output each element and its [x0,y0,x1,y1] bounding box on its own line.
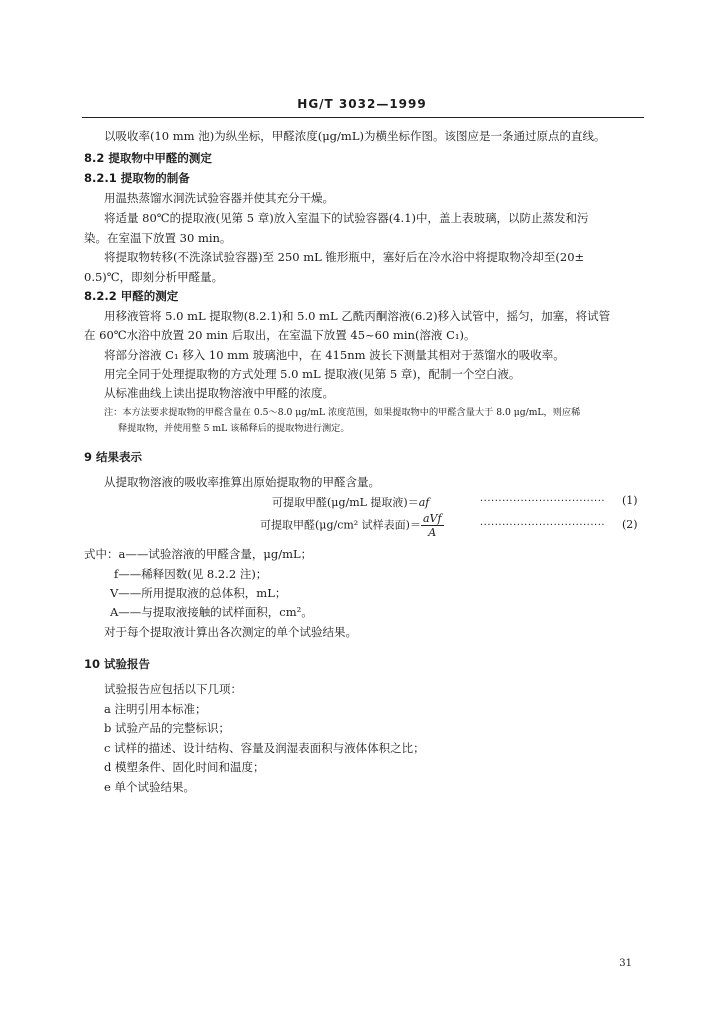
paragraph-line: 将部分溶液 C₁ 移入 10 mm 玻璃池中，在 415nm 波长下测量其相对于蒸馏水的吸收率。 [104,348,565,362]
note-line: 注：本方法要求提取物的甲醛含量在 0.5～8.0 μg/mL 浓度范围，如果提取物中的甲醛含量大于 8.0 μg/mL，则应稀 [104,407,581,418]
section-heading-8-2-2: 8.2.2 甲醛的测定 [84,289,179,303]
section-heading-10: 10 试验报告 [84,657,151,671]
equation-1-expression: af [418,496,430,509]
list-item: a 注明引用本标准； [104,702,207,716]
section-heading-8-2-1: 8.2.1 提取物的制备 [84,171,190,185]
equation-1-label: 可提取甲醛(μg/mL 提取液)＝ [272,496,419,509]
equation-2-fraction [421,512,444,539]
paragraph-line: 用温热蒸馏水洞洗试验容器并使其充分干燥。 [104,191,334,205]
paragraph-line: 染。在室温下放置 30 min。 [84,231,232,245]
paragraph-line: 以吸收率(10 mm 池)为纵坐标，甲醛浓度(μg/mL)为横坐标作图。该图应是一条通过原点的直线。 [104,129,606,143]
equation-2-label: 可提取甲醛(μg/cm² 试样表面)＝ [260,518,421,532]
standard-code-header: HG/T 3032—1999 [297,97,427,111]
list-item: d 模塑条件、固化时间和温度； [104,760,265,774]
list-item: b 试验产品的完整标识； [104,721,231,735]
variable-definition: V——所用提取液的总体积，mL； [110,586,287,600]
paragraph-line: 用完全同于处理提取物的方式处理 5.0 mL 提取液(见第 5 章)，配制一个空白液。 [104,367,521,381]
paragraph-line: 0.5)℃，即刻分析甲醛量。 [84,270,224,284]
variable-definition: A——与提取液接触的试样面积，cm²。 [110,605,313,619]
page-number: 31 [619,958,632,969]
equation-2-number: (2) [622,518,638,531]
equation-2 [260,512,444,539]
note-line: 释提取物，并使用整 5 mL 该稀释后的提取物进行测定。 [118,423,350,434]
list-item: c 试样的描述、设计结构、容量及润湿表面积与液体体积之比； [104,741,425,755]
paragraph-line: 在 60℃水浴中放置 20 min 后取出，在室温下放置 45~60 min(溶液 C₁)。 [84,328,476,342]
variable-definition: f——稀释因数(见 8.2.2 注)； [114,567,268,581]
variable-definition: 式中：a——试验溶液的甲醛含量，μg/mL； [84,547,313,561]
list-item: e 单个试验结果。 [104,780,195,794]
equation-1-leader-dots: ·································· [480,496,606,507]
paragraph-line: 将提取物转移(不洗涤试验容器)至 250 mL 锥形瓶中，塞好后在冷水浴中将提取物冷却至(20± [104,250,585,264]
fraction-denominator: A [428,526,437,539]
paragraph-line: 试验报告应包括以下几项： [104,682,242,696]
paragraph-line: 将适量 80℃的提取液(见第 5 章)放入室温下的试验容器(4.1)中，盖上表玻璃，以防止蒸发和污 [104,211,589,225]
paragraph-line: 对于每个提取液计算出各次测定的单个试验结果。 [104,625,357,639]
paragraph-line: 从标准曲线上读出提取物溶液中甲醛的浓度。 [104,386,334,400]
equation-1 [272,494,429,510]
fraction-numerator: aVf [422,512,442,525]
header-rule [82,117,644,118]
equation-1-number: (1) [622,494,638,507]
equation-2-leader-dots: ·································· [480,520,606,531]
paragraph-line: 用移液管将 5.0 mL 提取物(8.2.1)和 5.0 mL 乙酰丙酮溶液(6.2)移入试管中，摇匀，加塞，将试管 [104,309,611,323]
section-heading-9: 9 结果表示 [84,450,143,464]
paragraph-line: 从提取物溶液的吸收率推算出原始提取物的甲醛含量。 [104,475,380,489]
section-heading-8-2: 8.2 提取物中甲醛的测定 [84,151,212,165]
